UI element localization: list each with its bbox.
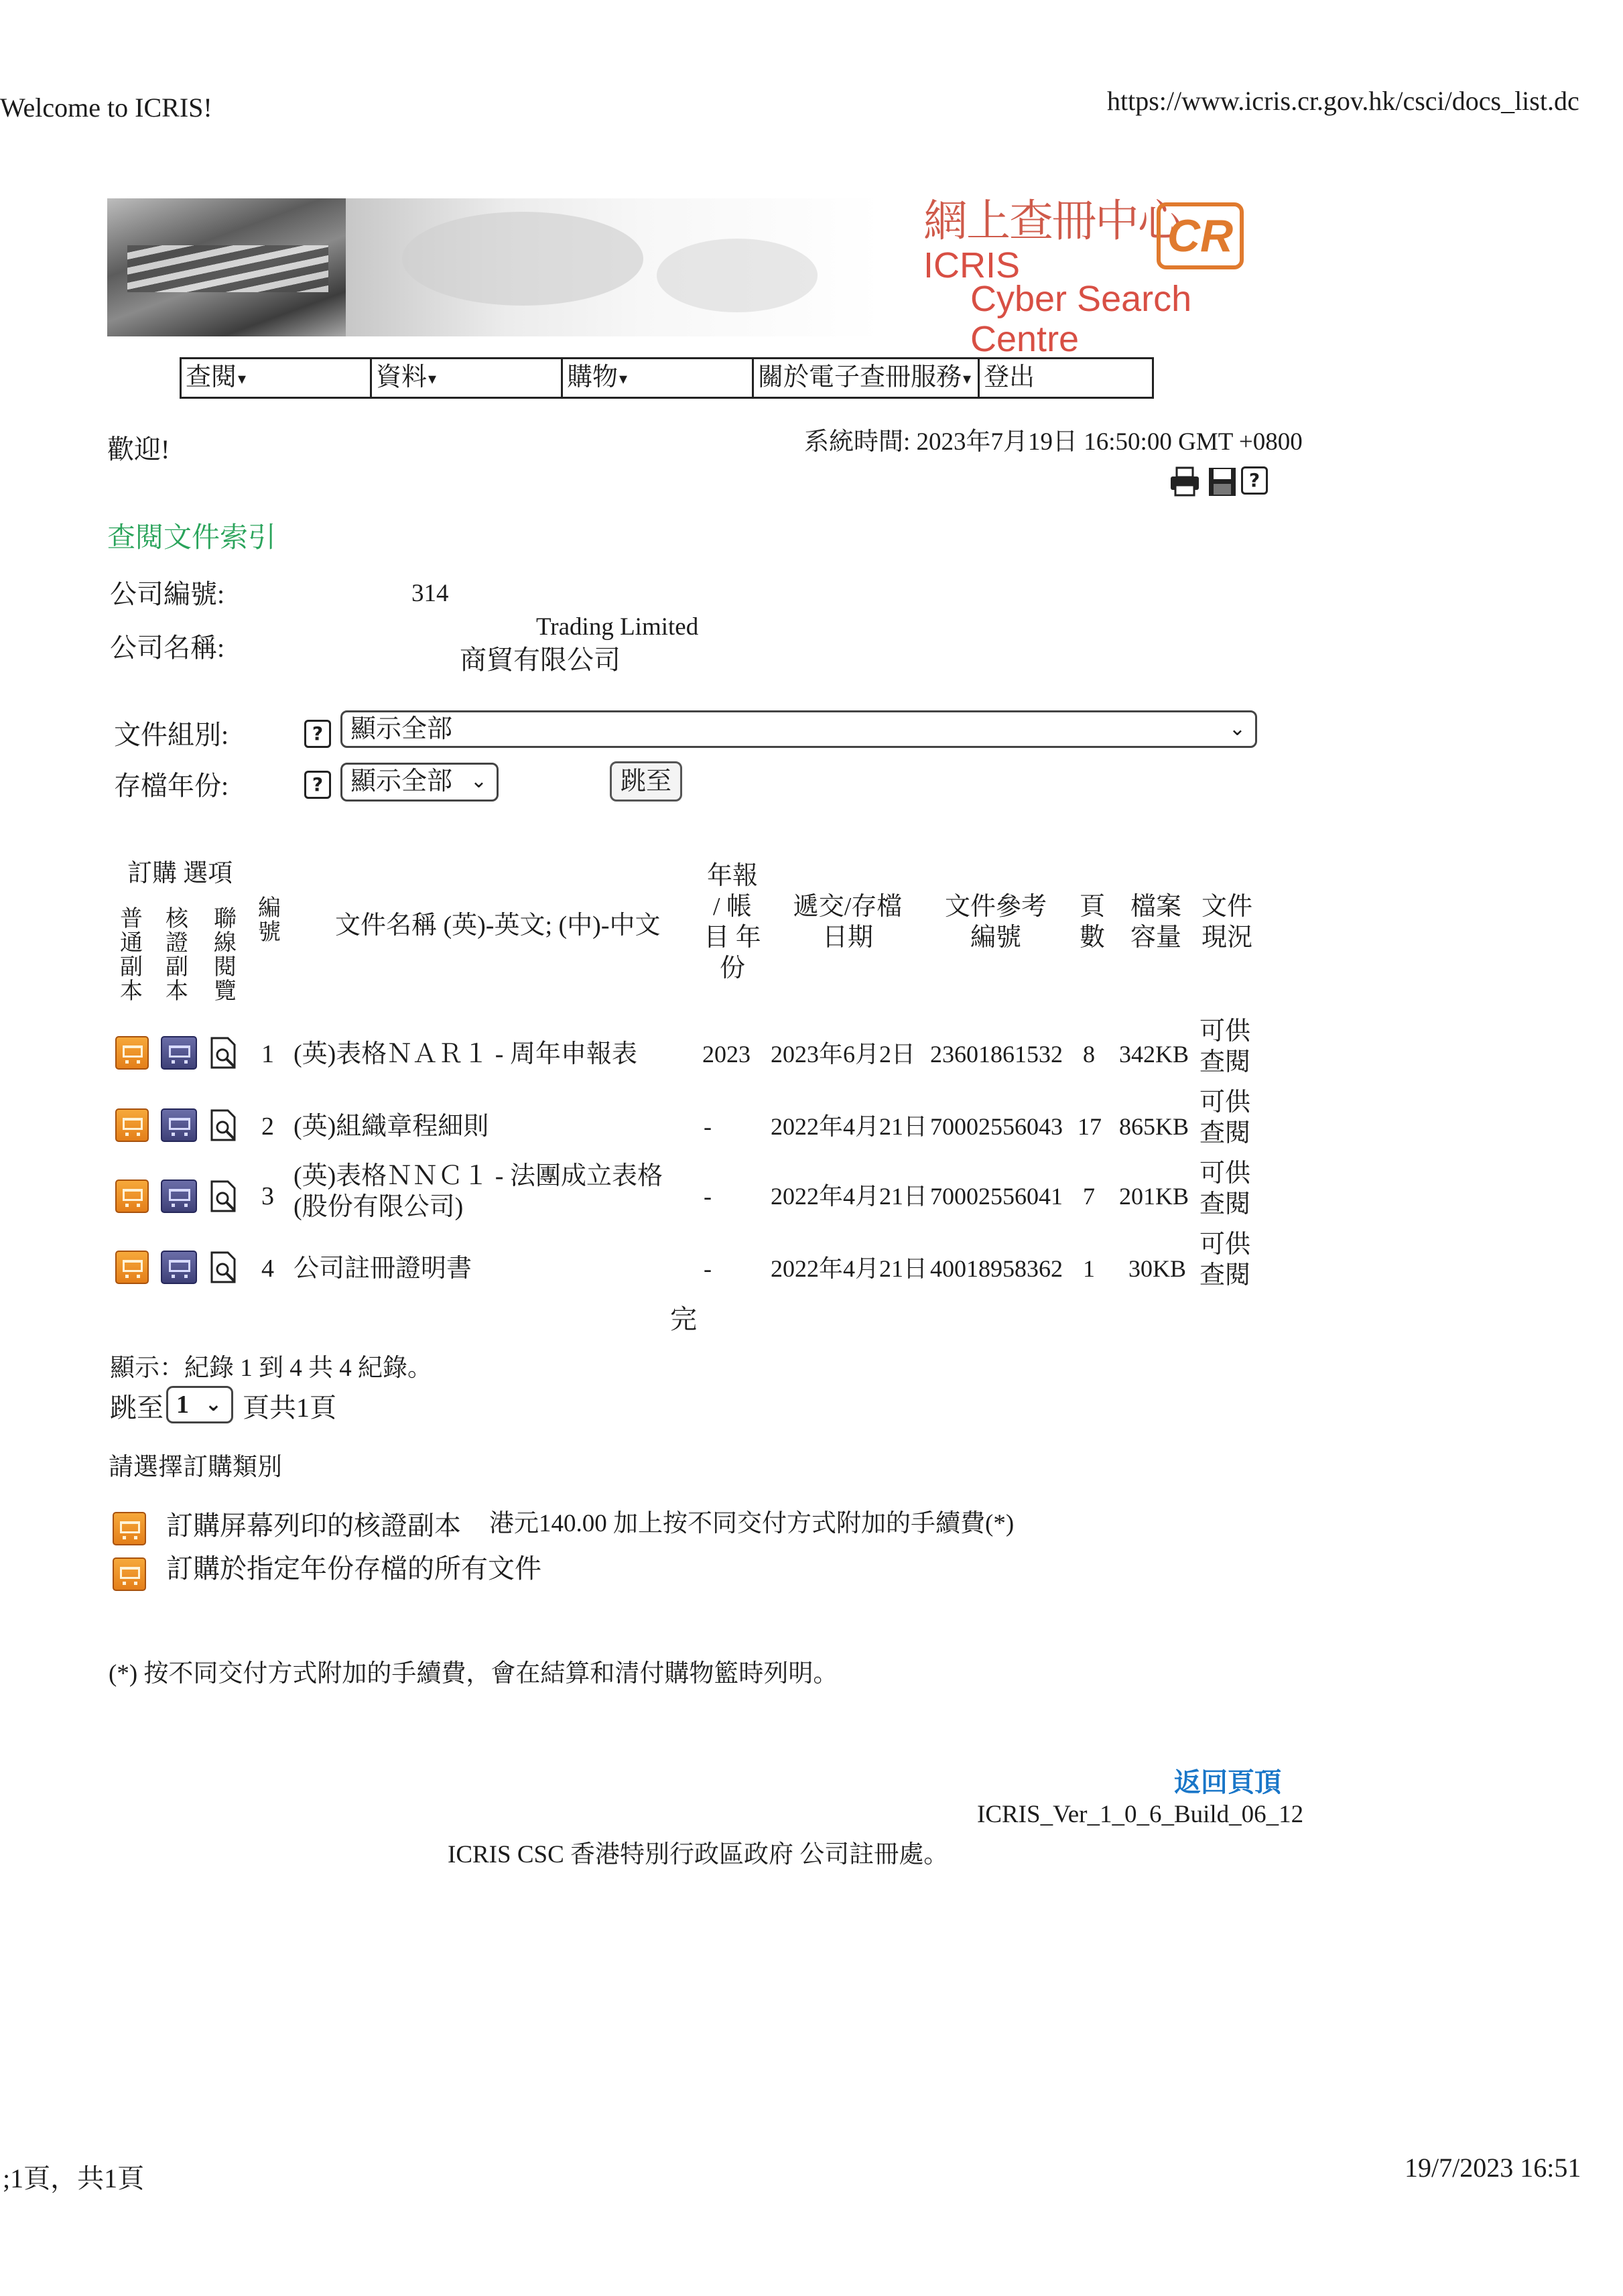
menu-search[interactable] — [182, 359, 372, 397]
welcome-text: 歡迎! — [107, 434, 170, 464]
chevron-down-icon: ⌄ — [204, 1393, 222, 1416]
filing-date: 2022年4月21日 — [771, 1183, 928, 1210]
year-value: 顯示全部 — [350, 767, 453, 795]
menu-shopping-label: 購物 — [567, 363, 619, 391]
back-to-top-link[interactable]: 返回頁頂 — [1174, 1767, 1281, 1797]
main-menu — [180, 357, 1154, 399]
table-end: 完 — [670, 1304, 697, 1334]
page-count: 7 — [1083, 1183, 1095, 1210]
company-number-label: 公司編號: — [110, 579, 225, 609]
page-url: https://www.icris.cr.gov.hk/csci/docs_list.dc — [1107, 86, 1579, 116]
doc-ref: 23601861532 — [930, 1041, 1063, 1068]
jump-label: 跳至 — [110, 1393, 164, 1423]
row-no: 4 — [261, 1255, 274, 1283]
col-doc-name: 文件名稱 (英)-英文; (中)-中文 — [335, 911, 661, 940]
doc-group-value: 顯示全部 — [350, 715, 453, 743]
doc-name: (英)組織章程細則 — [294, 1112, 489, 1141]
page-count: 1 — [1083, 1255, 1095, 1282]
annual-year: 2023 — [702, 1041, 751, 1068]
table-row — [0, 1158, 1623, 1232]
dropdown-arrow-icon: ▾ — [619, 371, 628, 389]
certified-cart-icon[interactable] — [161, 1251, 197, 1284]
year-label: 存檔年份: — [114, 771, 229, 801]
cr-logo-badge: CR — [1157, 202, 1244, 269]
menu-info[interactable] — [372, 359, 563, 397]
menu-info-label: 資料 — [376, 363, 428, 391]
total-pages: 頁共1頁 — [243, 1393, 336, 1423]
table-row — [0, 1016, 1623, 1090]
view-document-icon[interactable] — [209, 1251, 239, 1284]
filing-date: 2023年6月2日 — [771, 1041, 916, 1068]
year-select[interactable] — [340, 763, 499, 802]
doc-name: 公司註冊證明書 — [294, 1255, 472, 1283]
company-number-value: 314 — [411, 580, 449, 607]
chevron-down-icon: ⌄ — [470, 769, 487, 793]
order-options-label: 訂購 選項 — [127, 860, 233, 887]
annual-year: - — [704, 1255, 712, 1282]
doc-status: 可供查閱 — [1199, 1230, 1251, 1289]
col-date: 遞交/存檔 日期 — [793, 893, 903, 952]
cart-icon[interactable] — [115, 1251, 149, 1284]
row-no: 2 — [261, 1112, 274, 1141]
page-value: 1 — [176, 1391, 189, 1419]
row-no: 3 — [261, 1182, 274, 1210]
view-document-icon[interactable] — [209, 1108, 239, 1142]
page-count: 8 — [1083, 1041, 1095, 1068]
company-name-en: Trading Limited — [536, 613, 699, 641]
menu-logout-label: 登出 — [984, 363, 1035, 391]
footnote: (*) 按不同交付方式附加的手續費，會在結算和清付購物籃時列明。 — [109, 1660, 838, 1687]
doc-ref: 70002556043 — [930, 1113, 1063, 1140]
dropdown-arrow-icon: ▾ — [238, 371, 247, 389]
view-document-icon[interactable] — [209, 1036, 239, 1070]
dropdown-arrow-icon: ▾ — [963, 371, 972, 389]
cart-icon[interactable] — [115, 1036, 149, 1070]
printer-icon[interactable] — [1169, 466, 1201, 497]
order-price: 港元140.00 加上按不同交付方式附加的手續費(*) — [489, 1510, 1015, 1537]
cart-icon[interactable] — [115, 1108, 149, 1142]
logo-cyber-search-centre: Cyber Search Centre — [970, 279, 1192, 359]
annual-year: - — [704, 1113, 712, 1140]
go-button[interactable]: 跳至 — [610, 761, 682, 802]
annual-year: - — [704, 1183, 712, 1210]
order-all-docs-by-year[interactable]: 訂購於指定年份存檔的所有文件 — [166, 1553, 541, 1584]
doc-name: (英)表格ＮＡＲ１ - 周年申報表 — [294, 1040, 637, 1068]
record-summary: 顯示：紀錄 1 到 4 共 4 紀錄。 — [110, 1354, 432, 1382]
doc-status: 可供查閱 — [1199, 1088, 1251, 1147]
col-size: 檔案 容量 — [1130, 893, 1181, 952]
table-row — [0, 1087, 1623, 1161]
view-document-icon[interactable] — [209, 1179, 239, 1213]
chevron-down-icon: ⌄ — [1228, 717, 1246, 741]
doc-name: (英)表格ＮＮＣ１ - 法團成立表格(股份有限公司) — [294, 1162, 663, 1221]
menu-about-label: 關於電子查冊服務 — [758, 363, 962, 391]
doc-group-label: 文件組別: — [114, 720, 229, 750]
help-icon[interactable]: ? — [1241, 466, 1268, 495]
col-status: 文件 現況 — [1201, 893, 1252, 952]
help-icon[interactable]: ? — [304, 720, 331, 748]
page-title: Welcome to ICRIS! — [0, 92, 212, 123]
logo-chinese: 網上查冊中心 — [923, 195, 1181, 247]
page-count: 17 — [1078, 1113, 1102, 1140]
row-no: 1 — [261, 1040, 274, 1068]
certified-cart-icon[interactable] — [161, 1036, 197, 1070]
doc-status: 可供查閱 — [1199, 1159, 1251, 1218]
print-page-info: ;1頁，共1頁 — [3, 2163, 145, 2193]
filing-date: 2022年4月21日 — [771, 1113, 928, 1140]
dropdown-arrow-icon: ▾ — [428, 371, 437, 389]
doc-group-select[interactable] — [340, 710, 1257, 748]
menu-logout[interactable] — [980, 359, 1152, 397]
banner-cloud — [402, 212, 643, 306]
system-time: 系統時間: 2023年7月19日 16:50:00 GMT +0800 — [804, 428, 1303, 456]
help-icon[interactable]: ? — [304, 771, 331, 799]
cart-icon[interactable] — [115, 1179, 149, 1213]
doc-ref: 70002556041 — [930, 1183, 1063, 1210]
menu-search-label: 查閱 — [186, 363, 237, 391]
version-text: ICRIS_Ver_1_0_6_Build_06_12 — [977, 1801, 1304, 1828]
order-certified-printout[interactable]: 訂購屏幕列印的核證副本 — [166, 1511, 461, 1541]
col-pages: 頁 數 — [1079, 893, 1105, 952]
banner-cloud — [657, 239, 818, 312]
logo-icris: ICRIS — [923, 245, 1021, 285]
page-select[interactable] — [166, 1386, 233, 1423]
save-icon[interactable] — [1208, 466, 1237, 497]
col-ref: 文件參考 編號 — [944, 893, 1047, 952]
site-banner — [107, 195, 1253, 359]
banner-photo-stripes — [127, 245, 328, 292]
table-row — [0, 1229, 1623, 1303]
col-annual-year: 年報 / 帳目 年份 — [704, 862, 761, 982]
col-online-view: 聯線閱覽 — [214, 907, 237, 1004]
company-name-cn: 商貿有限公司 — [460, 645, 621, 675]
col-normal-copy: 普通副本 — [120, 907, 143, 1004]
company-name-label: 公司名稱: — [110, 633, 225, 663]
doc-ref: 40018958362 — [930, 1255, 1063, 1282]
certified-cart-icon[interactable] — [161, 1179, 197, 1213]
menu-about[interactable] — [754, 359, 980, 397]
print-timestamp: 19/7/2023 16:51 — [1405, 2153, 1581, 2183]
certified-cart-icon[interactable] — [161, 1108, 197, 1142]
file-size: 30KB — [1128, 1255, 1187, 1282]
cart-icon[interactable] — [113, 1557, 146, 1591]
order-type-heading: 請選擇訂購類別 — [109, 1454, 282, 1481]
col-no: 編號 — [258, 896, 281, 945]
menu-shopping[interactable] — [563, 359, 754, 397]
doc-status: 可供查閱 — [1199, 1017, 1251, 1076]
cart-icon[interactable] — [113, 1512, 146, 1545]
footer-credit: ICRIS CSC 香港特別行政區政府 公司註冊處。 — [448, 1841, 949, 1868]
section-title: 查閱文件索引 — [107, 523, 277, 554]
file-size: 201KB — [1119, 1183, 1189, 1210]
file-size: 342KB — [1119, 1041, 1189, 1068]
filing-date: 2022年4月21日 — [771, 1255, 928, 1282]
file-size: 865KB — [1119, 1113, 1189, 1140]
col-certified-copy: 核證副本 — [166, 907, 188, 1004]
